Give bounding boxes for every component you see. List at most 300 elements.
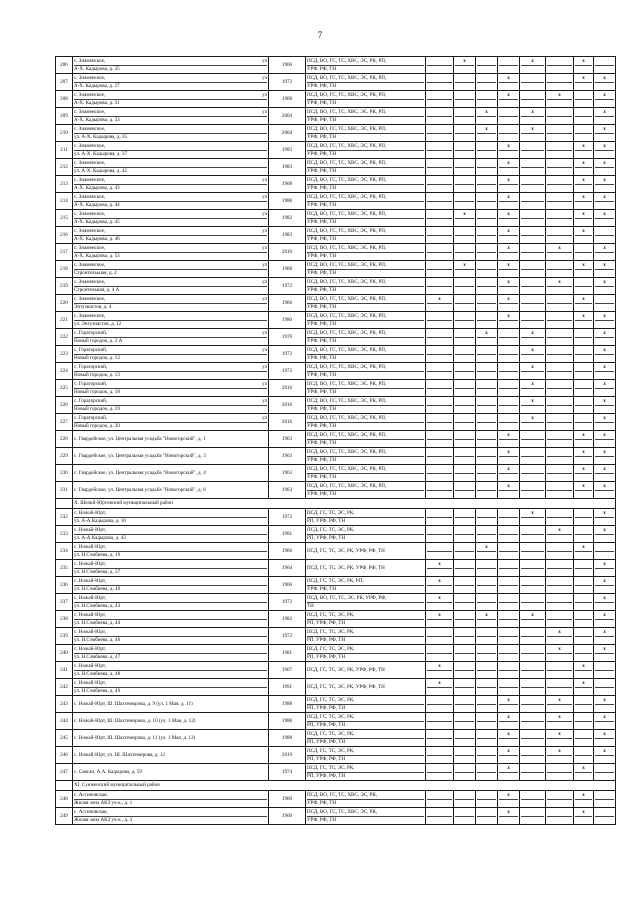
mark-cell <box>574 431 594 448</box>
mark-cell-split <box>547 577 572 593</box>
mark-cell-split <box>575 448 592 464</box>
systems-line-1: ПСД, ГС, ТС, ЭС, РК, <box>307 612 355 619</box>
systems-line-2: УРФ, РФ, ТН <box>307 99 424 106</box>
row-number: 233 <box>56 526 73 543</box>
mark-cell <box>546 278 574 295</box>
systems-line-1: ПСД, ВО, ГС, ТС, ХВС, ЭС, РК, РП, <box>307 449 387 456</box>
table-row <box>56 808 616 825</box>
mark-cell-split <box>521 91 544 107</box>
mark-value: x <box>603 577 606 584</box>
systems-line-1: ПСД, ВО, ГС, ТС, ХВС, ЭС, РК, РП, <box>307 483 387 490</box>
mark-lower <box>427 517 452 526</box>
mark-lower <box>427 636 452 645</box>
row-number: 238 <box>56 611 73 628</box>
row-number: 223 <box>56 346 73 363</box>
mark-cell-split <box>521 363 544 379</box>
mark-cell <box>546 125 574 142</box>
table-row <box>56 791 616 808</box>
address-cell <box>73 560 269 577</box>
mark-lower <box>455 133 474 142</box>
mark-cell <box>574 159 594 176</box>
mark-value: x <box>507 91 510 98</box>
mark-lower <box>595 653 614 662</box>
table-row <box>56 543 616 560</box>
mark-cell <box>454 363 476 380</box>
year-built: 1972 <box>269 594 306 611</box>
mark-cell <box>574 679 594 696</box>
year-built: 1982 <box>269 611 306 628</box>
mark-cell-split <box>575 244 592 260</box>
mark-lower <box>427 337 452 346</box>
mark-cell <box>476 312 498 329</box>
row-number: 230 <box>56 465 73 482</box>
address-street: ул. А-А Кадырова, д. 10 <box>74 517 267 524</box>
systems-line-1: ПСД, ВО, ГС, ТС, ХВС, ЭС, РК, РП, <box>307 313 387 320</box>
mark-cell <box>574 380 594 397</box>
systems-cell <box>306 363 426 380</box>
mark-value <box>499 560 518 568</box>
mark-lower <box>521 602 544 611</box>
mark-lower <box>575 473 592 482</box>
mark-cell-split <box>595 227 614 243</box>
mark-cell <box>498 278 520 295</box>
mark-cell <box>594 764 616 781</box>
mark-cell <box>498 363 520 380</box>
mark-cell <box>476 448 498 465</box>
mark-value <box>477 465 496 473</box>
table-row <box>56 278 616 295</box>
mark-value <box>455 526 474 534</box>
mark-lower <box>547 473 572 482</box>
mark-cell <box>520 125 546 142</box>
row-number: 222 <box>56 329 73 346</box>
mark-lower <box>521 456 544 465</box>
systems-line-2: УРФ, РФ, ТН <box>307 816 424 823</box>
mark-cell <box>454 628 476 645</box>
mark-lower <box>477 687 496 696</box>
mark-cell-split <box>427 764 452 780</box>
mark-cell-split <box>521 696 544 712</box>
mark-cell <box>574 662 594 679</box>
row-number: 236 <box>56 577 73 594</box>
mark-value: x <box>603 363 606 370</box>
address-cell <box>73 329 269 346</box>
mark-lower <box>499 133 518 142</box>
systems-cell <box>306 397 426 414</box>
mark-cell <box>426 577 454 594</box>
mark-value <box>427 74 452 82</box>
mark-lower <box>547 303 572 312</box>
mark-lower <box>427 551 452 560</box>
mark-value <box>547 560 572 568</box>
mark-lower <box>547 422 572 431</box>
mark-lower <box>455 116 474 125</box>
systems-cell <box>306 577 426 594</box>
mark-cell-split <box>499 91 518 107</box>
mark-lower <box>477 269 496 278</box>
mark-value: x <box>582 227 585 234</box>
row-number: 210 <box>56 125 73 142</box>
systems-cell <box>306 193 426 210</box>
mark-cell <box>546 662 574 679</box>
mark-cell-split <box>477 176 496 192</box>
mark-lower <box>521 354 544 363</box>
mark-value: x <box>531 611 534 618</box>
mark-lower <box>455 167 474 176</box>
mark-lower <box>477 303 496 312</box>
systems-cell <box>306 227 426 244</box>
mark-cell <box>574 764 594 781</box>
mark-lower <box>521 755 544 764</box>
systems-line-1: ПСД, ВО, ГС, ТС, ХВС, ЭС, РК, РП, <box>307 143 387 150</box>
address-cell <box>73 210 269 227</box>
mark-value: x <box>507 244 510 251</box>
mark-value <box>521 448 544 456</box>
mark-lower <box>477 252 496 261</box>
mark-cell <box>574 363 594 380</box>
mark-value <box>455 295 474 303</box>
mark-cell <box>546 730 574 747</box>
mark-lower <box>547 354 572 363</box>
mark-lower <box>521 636 544 645</box>
mark-cell <box>498 645 520 662</box>
systems-cell <box>306 448 426 465</box>
mark-cell <box>546 560 574 577</box>
table-row <box>56 91 616 108</box>
mark-cell-split <box>547 210 572 226</box>
mark-lower <box>521 269 544 278</box>
mark-cell <box>574 346 594 363</box>
mark-value: x <box>507 278 510 285</box>
mark-lower <box>427 252 452 261</box>
mark-lower <box>499 184 518 193</box>
mark-value <box>521 526 544 534</box>
mark-cell-split <box>455 594 474 610</box>
mark-cell <box>574 244 594 261</box>
mark-cell <box>454 159 476 176</box>
mark-cell <box>426 193 454 210</box>
mark-cell-split <box>521 448 544 464</box>
mark-cell <box>476 414 498 431</box>
mark-cell <box>594 628 616 645</box>
mark-cell-split <box>477 108 496 124</box>
mark-value: x <box>507 448 510 455</box>
systems-cell <box>306 244 426 261</box>
systems-cell <box>306 645 426 662</box>
mark-cell <box>520 193 546 210</box>
mark-value <box>595 764 614 772</box>
mark-lower <box>575 167 592 176</box>
address-street: Жилая зона АКЗ уч-к., д. 1 <box>74 799 267 806</box>
mark-cell <box>594 397 616 414</box>
mark-cell <box>454 125 476 142</box>
mark-lower <box>575 235 592 244</box>
mark-cell <box>520 346 546 363</box>
systems-cell: ПСД, ГС, ТС, ЭС, РК, УРФ, РФ, ТН <box>306 560 426 577</box>
table-row <box>56 210 616 227</box>
mark-value <box>595 662 614 670</box>
address-locality: с. Ножай-Юрт, <box>74 629 106 636</box>
mark-cell-split <box>521 380 544 396</box>
mark-cell-split <box>547 142 572 158</box>
mark-cell <box>498 764 520 781</box>
mark-value <box>455 108 474 116</box>
address-locality: с. Ножай-Юрт, <box>74 663 106 670</box>
year-built: 2004 <box>269 108 306 125</box>
mark-lower <box>455 320 474 329</box>
mark-cell-split <box>499 543 518 559</box>
mark-lower <box>595 721 614 730</box>
mark-value <box>547 791 572 799</box>
systems-line-1: ПСД, ГС, ТС, ЭС, РК, <box>307 527 355 534</box>
mark-cell-split <box>595 91 614 107</box>
systems-line-1: ПСД, ГС, ТС, ЭС, РК, <box>307 731 355 738</box>
mark-value: x <box>438 295 441 302</box>
row-number: 244 <box>56 713 73 730</box>
mark-value: x <box>485 329 488 336</box>
mark-value <box>477 397 496 405</box>
mark-cell <box>476 577 498 594</box>
mark-value: x <box>603 611 606 618</box>
mark-cell-split <box>455 244 474 260</box>
mark-cell-split <box>499 645 518 661</box>
mark-value <box>499 679 518 687</box>
table-row <box>56 363 616 380</box>
mark-cell <box>594 431 616 448</box>
mark-cell <box>426 244 454 261</box>
mark-cell-split <box>499 628 518 644</box>
mark-cell <box>498 91 520 108</box>
mark-cell <box>426 278 454 295</box>
mark-lower <box>427 755 452 764</box>
mark-value <box>477 210 496 218</box>
mark-cell <box>594 159 616 176</box>
mark-value <box>427 713 452 721</box>
mark-lower <box>575 303 592 312</box>
mark-value <box>547 57 572 65</box>
mark-value: x <box>463 57 466 64</box>
address-street: Новый городок, д. 12 <box>74 354 267 361</box>
mark-value: x <box>531 329 534 336</box>
address-street: Новый городок, д. 19 <box>74 405 267 412</box>
mark-cell <box>426 696 454 713</box>
mark-lower <box>477 99 496 108</box>
systems-line-2: УРФ, РФ, ТН <box>307 133 424 140</box>
address-cell: с. Гвардейское, ул. Центральная усадьба "Новогорский", д. 3 <box>73 448 269 465</box>
mark-lower <box>595 99 614 108</box>
mark-value: x <box>507 730 510 737</box>
mark-lower <box>547 133 572 142</box>
mark-lower <box>499 235 518 244</box>
year-built: 1968 <box>269 91 306 108</box>
systems-line-1: ПСД, ВО, ГС, ТС, ХВС, ЭС, РК, РП, <box>307 92 387 99</box>
systems-line-2: УРФ, РФ, ТН <box>307 252 424 259</box>
mark-cell-split <box>427 74 452 90</box>
mark-cell <box>520 261 546 278</box>
mark-cell <box>426 142 454 159</box>
mark-cell <box>574 448 594 465</box>
mark-value: x <box>603 312 606 319</box>
mark-cell-split <box>575 526 592 542</box>
mark-cell-split <box>427 210 452 226</box>
row-number: 228 <box>56 431 73 448</box>
mark-cell-split <box>595 594 614 610</box>
mark-cell <box>426 526 454 543</box>
mark-lower <box>595 405 614 414</box>
mark-lower <box>521 439 544 448</box>
systems-line-1: ПСД, ВО, ГС, ТС, ХВС, ЭС, РК, РП, <box>307 398 387 405</box>
address-cell <box>73 261 269 278</box>
mark-lower <box>595 585 614 594</box>
row-number: 211 <box>56 142 73 159</box>
mark-cell-split <box>575 363 592 379</box>
year-built: 1972 <box>269 74 306 91</box>
systems-line-1: ПСД, ВО, ГС, ТС, ХВС, ЭС, РК, РП, <box>307 330 387 337</box>
year-built: 1966 <box>269 543 306 560</box>
mark-value <box>455 142 474 150</box>
mark-cell <box>520 312 546 329</box>
mark-cell <box>454 448 476 465</box>
row-number: 215 <box>56 210 73 227</box>
mark-cell-split <box>477 159 496 175</box>
mark-cell <box>574 791 594 808</box>
mark-cell <box>476 91 498 108</box>
mark-cell-split <box>547 679 572 695</box>
mark-lower <box>499 150 518 159</box>
mark-cell <box>594 808 616 825</box>
mark-value: x <box>507 193 510 200</box>
mark-cell <box>574 74 594 91</box>
mark-value <box>547 159 572 167</box>
mark-lower <box>455 534 474 543</box>
mark-cell-split <box>499 278 518 294</box>
mark-lower <box>477 337 496 346</box>
mark-lower <box>595 235 614 244</box>
mark-value <box>521 176 544 184</box>
mark-cell-split <box>455 696 474 712</box>
row-number: 206 <box>56 57 73 74</box>
address-locality-name: с. Горагорский, <box>74 381 108 388</box>
address-locality: с. Ножай-Юрт, <box>74 595 106 602</box>
mark-cell-split <box>427 465 452 481</box>
systems-cell <box>306 696 426 713</box>
mark-cell-split <box>499 764 518 780</box>
mark-lower <box>455 184 474 193</box>
mark-lower <box>477 517 496 526</box>
mark-cell <box>426 662 454 679</box>
mark-cell-split <box>427 526 452 542</box>
mark-cell-split <box>477 295 496 311</box>
mark-lower <box>477 816 496 825</box>
mark-value <box>455 662 474 670</box>
systems-cell: ПСД, ГС, ТС, ЭС, РК, УРФ, РФ, ТН <box>306 662 426 679</box>
mark-value <box>547 346 572 354</box>
systems-line-2: УРФ, РФ, ТН <box>307 456 424 463</box>
mark-lower <box>455 303 474 312</box>
mark-cell-split <box>427 142 452 158</box>
mark-cell-split <box>547 380 572 396</box>
mark-cell-split <box>595 526 614 542</box>
mark-lower <box>547 687 572 696</box>
mark-cell-split <box>575 329 592 345</box>
mark-cell-split <box>575 108 592 124</box>
mark-cell <box>594 329 616 346</box>
housing-register-table <box>55 56 616 825</box>
mark-lower <box>547 116 572 125</box>
mark-value <box>575 329 592 337</box>
mark-cell-split <box>499 329 518 345</box>
table-row <box>56 662 616 679</box>
mark-lower <box>521 252 544 261</box>
mark-lower <box>477 184 496 193</box>
mark-cell <box>574 108 594 125</box>
mark-value: x <box>582 176 585 183</box>
address-cell <box>73 91 269 108</box>
mark-lower <box>455 704 474 713</box>
mark-cell-split <box>521 414 544 430</box>
mark-cell-split <box>547 278 572 294</box>
mark-lower <box>477 534 496 543</box>
mark-cell-split <box>477 448 496 464</box>
mark-cell <box>594 448 616 465</box>
systems-cell <box>306 278 426 295</box>
mark-cell-split <box>521 628 544 644</box>
mark-lower <box>575 405 592 414</box>
mark-cell <box>594 57 616 74</box>
address-cell <box>73 295 269 312</box>
mark-lower <box>477 799 496 808</box>
mark-lower <box>477 568 496 577</box>
mark-cell-split <box>547 74 572 90</box>
mark-cell <box>498 176 520 193</box>
mark-value: x <box>582 210 585 217</box>
mark-value <box>455 730 474 738</box>
mark-cell-split <box>427 611 452 627</box>
mark-lower <box>427 473 452 482</box>
mark-lower <box>575 517 592 526</box>
systems-line-2: УРФ, РФ, ТН <box>307 269 424 276</box>
mark-value <box>455 713 474 721</box>
mark-cell <box>426 329 454 346</box>
mark-cell-split <box>521 159 544 175</box>
mark-value <box>521 764 544 772</box>
mark-value <box>427 91 452 99</box>
mark-value <box>477 312 496 320</box>
mark-lower <box>427 65 452 74</box>
mark-cell <box>476 74 498 91</box>
address-street-prefix: ул <box>262 245 267 252</box>
address-cell <box>73 645 269 662</box>
address-cell: с. Ножай-Юрт, ул. Ш. Шахтемирова, д. 12 <box>73 747 269 764</box>
mark-value <box>547 509 572 517</box>
row-number: 243 <box>56 696 73 713</box>
mark-value <box>547 125 572 133</box>
mark-cell <box>498 560 520 577</box>
row-number: 212 <box>56 159 73 176</box>
year-built: 1973 <box>269 363 306 380</box>
mark-cell-split <box>575 125 592 141</box>
mark-lower <box>575 116 592 125</box>
systems-line-1: ПСД, ВО, ГС, ТС, ЭС, РК, УРФ, РФ, <box>307 595 387 602</box>
mark-lower <box>477 551 496 560</box>
mark-lower <box>499 490 518 499</box>
systems-line-2: УРФ, РФ, ТН <box>307 422 424 429</box>
mark-cell <box>594 108 616 125</box>
mark-cell-split <box>595 764 614 780</box>
address-cell <box>73 108 269 125</box>
mark-cell-split <box>521 611 544 627</box>
mark-cell-split <box>521 329 544 345</box>
